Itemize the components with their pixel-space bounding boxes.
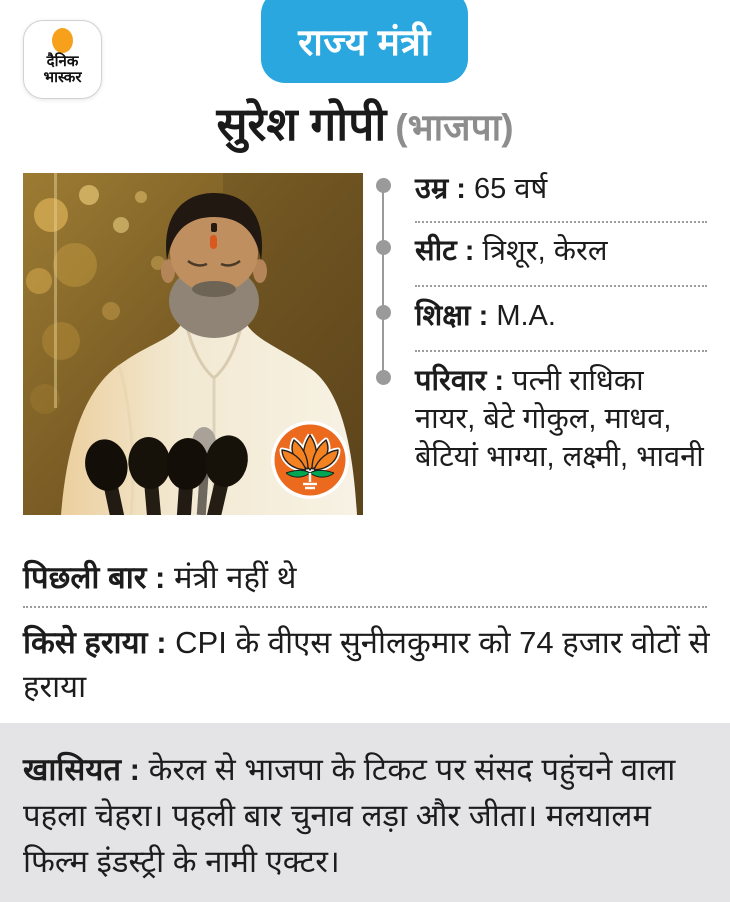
details-list (375, 170, 709, 515)
detail-value: त्रिशूर, केरल (482, 235, 608, 267)
detail-label: उम्र : (415, 173, 466, 205)
detail-family (375, 362, 709, 476)
bjp-lotus-icon (271, 421, 349, 499)
sun-icon (52, 28, 73, 53)
rank-badge (261, 0, 468, 83)
section-label: खासियत : (23, 752, 140, 787)
section-value: CPI के वीएस सुनीलकुमार को 74 हजार वोटों से हराया (23, 625, 710, 704)
bullet-icon (376, 178, 391, 193)
photo-illustration (23, 173, 363, 515)
detail-education (375, 297, 709, 335)
detail-value: 65 वर्ष (474, 173, 548, 205)
bullet-icon (376, 370, 391, 385)
section-last-time (23, 556, 707, 600)
detail-age (375, 170, 709, 208)
detail-seat (375, 232, 709, 270)
detail-label: परिवार : (415, 365, 505, 397)
minister-photo (23, 173, 363, 515)
dotted-divider (415, 350, 707, 352)
section-value: मंत्री नहीं थे (174, 560, 297, 595)
rank-badge-label: राज्य मंत्री (298, 22, 431, 63)
section-value: केरल से भाजपा के टिकट पर संसद पहुंचने वाला पहला चेहरा। पहली बार चुनाव लड़ा और जीता। मलयालम फिल्म इंडस्ट्री के नामी एक्टर। (23, 752, 676, 879)
brand-name-line2: भास्कर (43, 69, 82, 86)
party-name: (भाजपा) (395, 107, 514, 148)
page-title (0, 92, 730, 154)
section-defeated (23, 621, 715, 709)
dainik-bhaskar-logo (23, 20, 102, 99)
timeline-line (382, 185, 384, 379)
detail-label: शिक्षा : (415, 300, 489, 332)
dotted-divider (415, 221, 707, 223)
dotted-divider (23, 606, 707, 608)
detail-value: पत्नी राधिका नायर, बेटे गोकुल, माधव, बेटियां भाग्या, लक्ष्मी, भावनी (415, 365, 704, 473)
brand-name-line1: दैनिक (46, 53, 79, 70)
section-label: किसे हराया : (23, 625, 167, 660)
dotted-divider (415, 285, 707, 287)
section-specialty (0, 723, 730, 885)
minister-name: सुरेश गोपी (216, 98, 387, 150)
detail-label: सीट : (415, 235, 475, 267)
bullet-icon (376, 240, 391, 255)
detail-value: M.A. (496, 300, 556, 332)
bullet-icon (376, 305, 391, 320)
specialty-panel (0, 723, 730, 902)
section-label: पिछली बार : (23, 560, 166, 595)
